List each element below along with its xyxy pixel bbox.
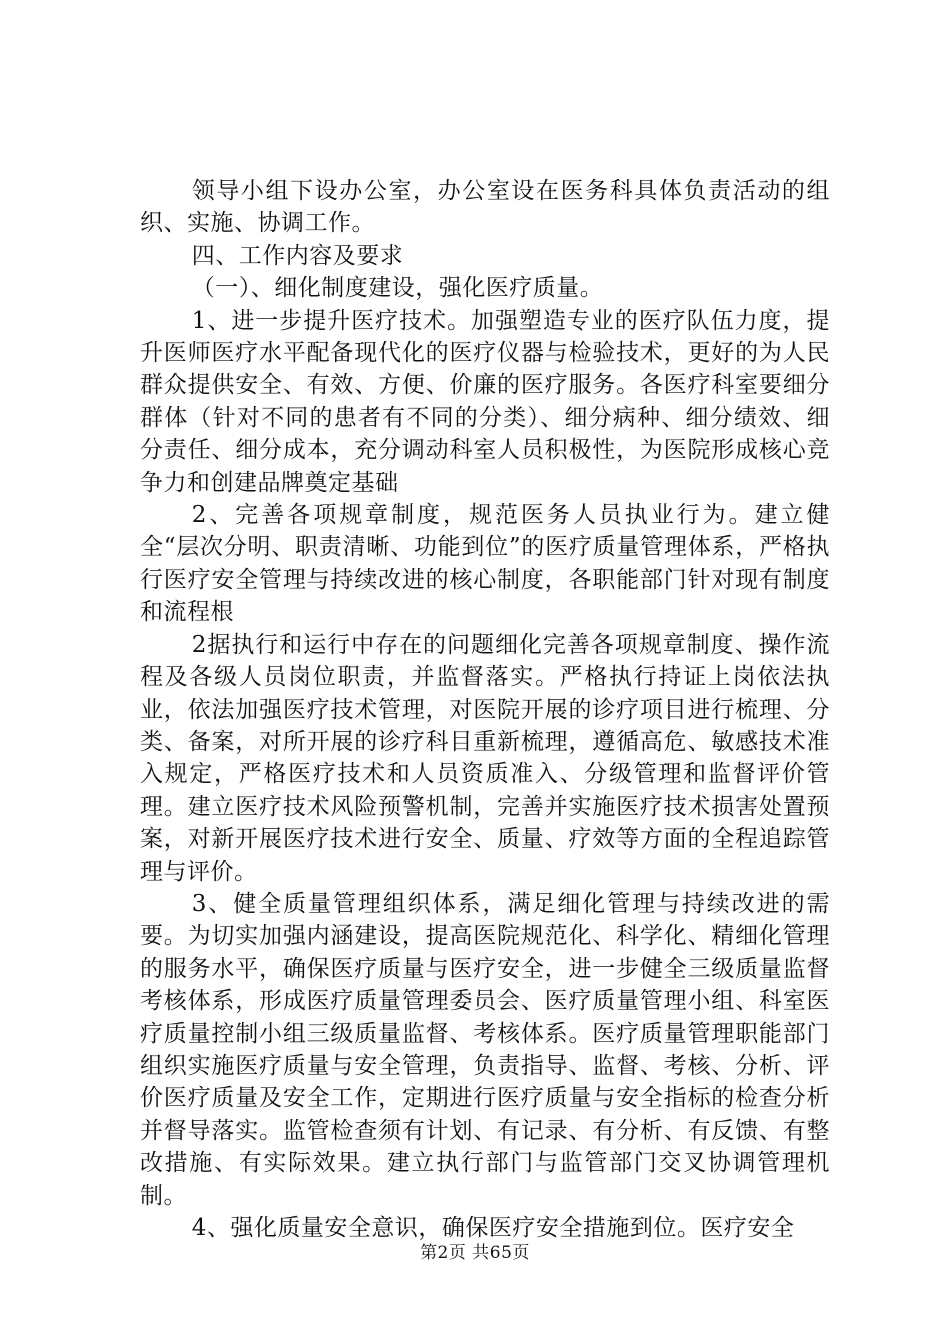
paragraph-item-2: 2、完善各项规章制度，规范医务人员执业行为。建立健全“层次分明、职责清晰、功能到位”的医疗质量管理体系，严格执行医疗安全管理与持续改进的核心制度，各职能部门针对现有制度和流程根 <box>140 502 830 626</box>
heading-work-content: 四、工作内容及要求 <box>191 242 404 269</box>
page-number: 第2页 共65页 <box>420 1243 530 1263</box>
paragraph-office-setup: 领导小组下设办公室，办公室设在医务科具体负责活动的组织、实施、协调工作。 <box>140 178 830 237</box>
document-body <box>140 175 830 1244</box>
paragraph-item-2-continued: 2据执行和运行中存在的问题细化完善各项规章制度、操作流程及各级人员岗位职责，并监督落实。严格执行持证上岗依法执业，依法加强医疗技术管理，对医院开展的诊疗项目进行梳理、分类、备案，对所开展的诊疗科目重新梳理，遵循高危、敏感技术准入规定，严格医疗技术和人员资质准入、分级管理和监督评价管理。建立医疗技术风险预警机制，完善并实施医疗技术损害处置预案，对新开展医疗技术进行安全、质量、疗效等方面的全程追踪管理与评价。 <box>140 631 830 885</box>
paragraph-item-3: 3、健全质量管理组织体系，满足细化管理与持续改进的需要。为切实加强内涵建设，提高医院规范化、科学化、精细化管理的服务水平，确保医疗质量与医疗安全，进一步健全三级质量监督考核体系，形成医疗质量管理委员会、医疗质量管理小组、科室医疗质量控制小组三级质量监督、考核体系。医疗质量管理职能部门组织实施医疗质量与安全管理，负责指导、监督、考核、分析、评价医疗质量及安全工作，定期进行医疗质量与安全指标的检查分析并督导落实。监管检查须有计划、有记录、有分析、有反馈、有整改措施、有实际效果。建立执行部门与监管部门交叉协调管理机制。 <box>140 890 830 1209</box>
paragraph-item-4: 4、强化质量安全意识，确保医疗安全措施到位。医疗安全 <box>191 1215 795 1241</box>
paragraph-item-1: 1、进一步提升医疗技术。加强塑造专业的医疗队伍力度，提升医师医疗水平配备现代化的医疗仪器与检验技术，更好的为人民群众提供安全、有效、方便、价廉的医疗服务。各医疗科室要细分群体（针对不同的患者有不同的分类）、细分病种、细分绩效、细分责任、细分成本，充分调动科室人员积极性，为医院形成核心竞争力和创建品牌奠定基础 <box>140 307 830 496</box>
page-footer <box>0 1238 950 1263</box>
subheading-system-building: （一）、细化制度建设，强化医疗质量。 <box>191 275 604 302</box>
